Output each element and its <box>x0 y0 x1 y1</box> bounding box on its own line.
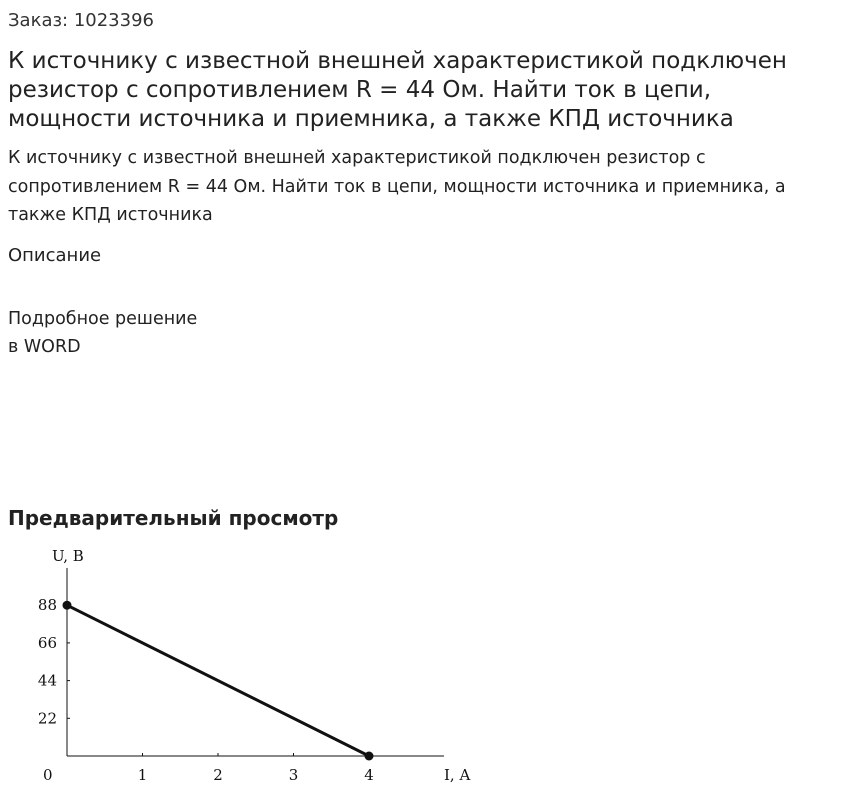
y-tick-label: 66 <box>37 633 57 652</box>
x-axis-label: I, A <box>444 766 471 784</box>
x-tick-label: 2 <box>213 766 223 784</box>
chart-axes <box>67 568 444 756</box>
y-tick-label: 22 <box>37 709 57 728</box>
task-title: К источнику с известной внешней характеристикой подключен резистор с сопротивлением R = 44 Ом. Найти ток в цепи, мощности источника и приемника, а также КПД источника <box>8 48 787 132</box>
preview-heading: Предварительный просмотр <box>8 506 339 530</box>
data-point <box>365 752 374 761</box>
x-tick-label: 1 <box>137 766 148 784</box>
description-line-format: в WORD <box>8 337 81 357</box>
series-line <box>67 605 369 756</box>
description-heading: Описание <box>8 245 102 266</box>
x-tick-label: 4 <box>364 766 374 784</box>
y-axis-label: U, B <box>52 547 84 565</box>
y-tick-label: 88 <box>37 596 57 615</box>
origin-label: 0 <box>43 766 53 784</box>
chart-series <box>63 601 374 761</box>
data-point <box>63 601 72 610</box>
voltage-current-chart <box>0 540 500 800</box>
x-tick-label: 3 <box>288 766 299 784</box>
y-tick-label: 44 <box>37 671 57 690</box>
description-line-solution: Подробное решение <box>8 309 198 329</box>
task-text: К источнику с известной внешней характеристикой подключен резистор с сопротивлением R = 44 Ом. Найти ток в цепи, мощности источника и приемника, а также КПД источника <box>8 148 786 225</box>
order-number: Заказ: 1023396 <box>8 10 154 31</box>
